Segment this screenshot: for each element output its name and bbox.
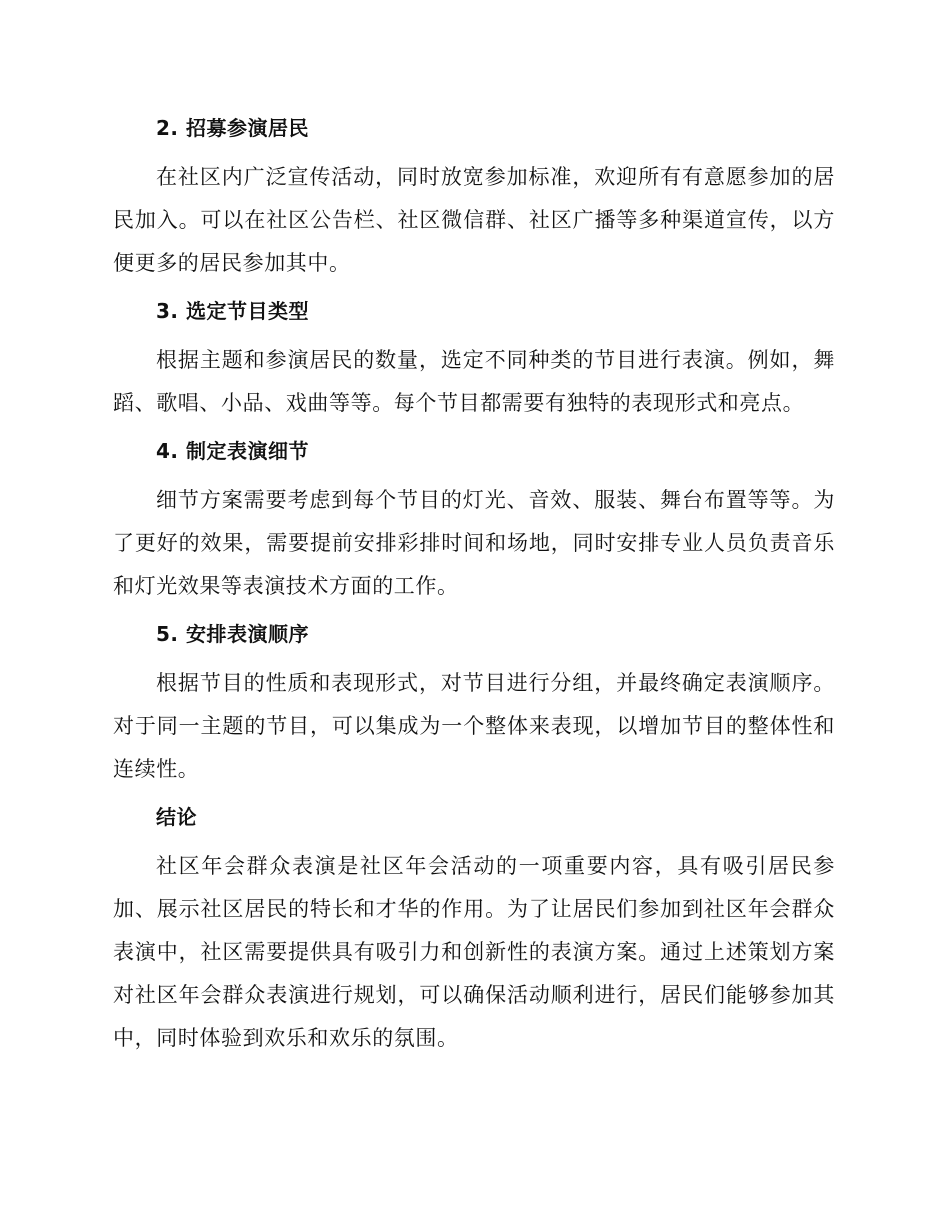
section-paragraph-performance-order: 根据节目的性质和表现形式，对节目进行分组，并最终确定表演顺序。对于同一主题的节目，可以集成为一个整体来表现，以增加节目的整体性和连续性。 <box>113 671 835 781</box>
section-paragraph-conclusion: 社区年会群众表演是社区年会活动的一项重要内容，具有吸引居民参加、展示社区居民的特长和才华的作用。为了让居民们参加到社区年会群众表演中，社区需要提供具有吸引力和创新性的表演方案。通过上述策划方案对社区年会群众表演进行规划，可以确保活动顺利进行，居民们能够参加其中，同时体验到欢乐和欢乐的氛围。 <box>113 854 835 1050</box>
section-paragraph-program-type: 根据主题和参演居民的数量，选定不同种类的节目进行表演。例如，舞蹈、歌唱、小品、戏曲等等。每个节目都需要有独特的表现形式和亮点。 <box>113 348 835 415</box>
document-body <box>113 108 835 1060</box>
section-heading-performance-details: 4. 制定表演细节 <box>156 439 309 463</box>
section-heading-recruit: 2. 招募参演居民 <box>156 116 309 140</box>
section-heading-program-type: 3. 选定节目类型 <box>156 299 309 323</box>
section-heading-conclusion: 结论 <box>156 805 197 829</box>
section-paragraph-performance-details: 细节方案需要考虑到每个节目的灯光、音效、服装、舞台布置等等。为了更好的效果，需要提前安排彩排时间和场地，同时安排专业人员负责音乐和灯光效果等表演技术方面的工作。 <box>113 488 835 598</box>
section-paragraph-recruit: 在社区内广泛宣传活动，同时放宽参加标准，欢迎所有有意愿参加的居民加入。可以在社区公告栏、社区微信群、社区广播等多种渠道宣传，以方便更多的居民参加其中。 <box>113 165 835 275</box>
section-heading-performance-order: 5. 安排表演顺序 <box>156 622 309 646</box>
